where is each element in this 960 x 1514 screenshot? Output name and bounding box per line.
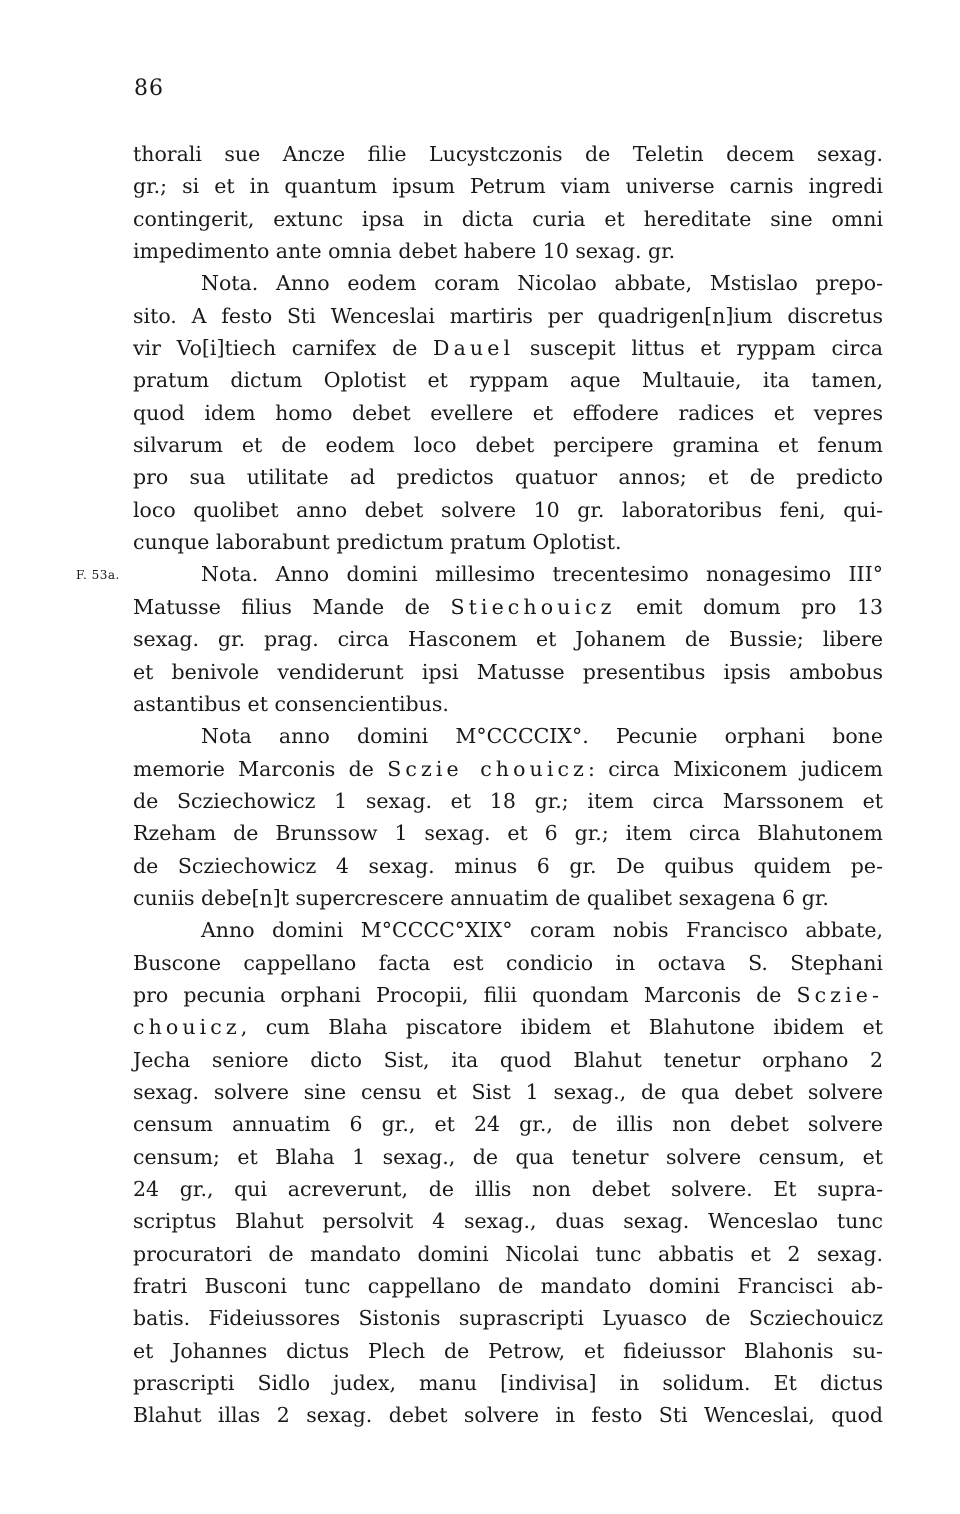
- text-line: Rzeham de Brunssow 1 sexag. et 6 gr.; item circa Blahutonem: [133, 821, 883, 846]
- text-segment: , cum Blaha piscatore ibidem et Blahutone ibidem et: [240, 1015, 883, 1040]
- text-line: quod idem homo debet evellere et effodere radices et vepres: [133, 400, 883, 425]
- text-line: [133, 591, 883, 623]
- text-line: fratri Busconi tunc cappellano de mandato domini Francisci ab-: [133, 1274, 883, 1299]
- spaced-place-name: Dauel: [433, 336, 515, 361]
- text-line: [133, 753, 883, 785]
- text-line: impedimento ante omnia debet habere 10 sexag. gr.: [133, 239, 676, 264]
- text-line: loco quolibet anno debet solvere 10 gr. laboratoribus feni, qui-: [133, 497, 883, 522]
- spaced-place-name: chouicz: [133, 1015, 241, 1040]
- text-segment: pro pecunia orphani Procopii, filii quondam Marconis de: [133, 982, 797, 1007]
- text-line: et benivole vendiderunt ipsi Matusse presentibus ipsis ambobus: [133, 659, 883, 684]
- text-line: gr.; si et in quantum ipsum Petrum viam universe carnis ingredi: [133, 174, 883, 199]
- text-segment: suscepit littus et ryppam circa: [514, 336, 883, 361]
- text-line: pratum dictum Oplotist et ryppam aque Multauie, ita tamen,: [133, 368, 883, 393]
- text-line: silvarum et de eodem loco debet percipere gramina et fenum: [133, 433, 883, 458]
- document-body: [133, 138, 883, 1432]
- text-line: 24 gr., qui acreverunt, de illis non debet solvere. Et supra-: [133, 1177, 883, 1201]
- spaced-place-name: Sczie chouicz: [387, 756, 588, 781]
- text-line: astantibus et consencientibus.: [133, 691, 449, 716]
- text-line: pro sua utilitate ad predictos quatuor annos; et de predicto: [133, 465, 883, 490]
- text-line: [133, 1011, 883, 1043]
- margin-note: F. 53a.: [76, 567, 120, 582]
- text-line: cunque laborabunt predictum pratum Oplotist.: [133, 530, 622, 555]
- text-line: de Scziechowicz 1 sexag. et 18 gr.; item circa Marssonem et: [133, 788, 883, 813]
- spaced-place-name: Stiechouicz: [450, 594, 616, 619]
- text-line: sito. A festo Sti Wenceslai martiris per quadrigen[n]ium discretus: [133, 303, 883, 328]
- text-segment: vir Vo[i]tiech carnifex de: [133, 336, 434, 361]
- text-line: Buscone cappellano facta est condicio in octava S. Stephani: [133, 950, 883, 975]
- text-line: batis. Fideiussores Sistonis suprascripti Lyuasco de Scziechouicz: [133, 1306, 883, 1331]
- text-segment: : circa Mixiconem judicem: [587, 756, 883, 781]
- text-line: [133, 979, 883, 1011]
- text-line: [133, 332, 883, 364]
- spaced-place-name: Sczie-: [796, 982, 883, 1007]
- text-segment: Matusse filius Mande de: [133, 594, 451, 619]
- text-line: thorali sue Ancze filie Lucystczonis de Teletin decem sexag.: [133, 142, 883, 166]
- text-segment: emit domum pro 13: [615, 594, 884, 619]
- text-line: procuratori de mandato domini Nicolai tunc abbatis et 2 sexag.: [133, 1241, 883, 1266]
- text-line: Nota. Anno eodem coram Nicolao abbate, Mstislao prepo-: [201, 271, 883, 296]
- text-line: contingerit, extunc ipsa in dicta curia et hereditate sine omni: [133, 206, 883, 231]
- text-line: censum; et Blaha 1 sexag., de qua tenetur solvere censum, et: [133, 1144, 883, 1169]
- text-line: Nota. Anno domini millesimo trecentesimo nonagesimo III°: [201, 562, 883, 587]
- text-line: sexag. gr. prag. circa Hasconem et Johanem de Bussie; libere: [133, 627, 883, 652]
- text-line: et Johannes dictus Plech de Petrow, et fideiussor Blahonis su-: [133, 1338, 883, 1363]
- text-line: Blahut illas 2 sexag. debet solvere in festo Sti Wenceslai, quod: [133, 1403, 883, 1428]
- text-line: cuniis debe[n]t supercrescere annuatim de qualibet sexagena 6 gr.: [133, 885, 829, 910]
- text-line: Jecha seniore dicto Sist, ita quod Blahut tenetur orphano 2: [133, 1047, 883, 1072]
- text-line: Anno domini M°CCCC°XIX° coram nobis Francisco abbate,: [201, 918, 883, 943]
- text-line: censum annuatim 6 gr., et 24 gr., de illis non debet solvere: [133, 1112, 883, 1137]
- text-segment: memorie Marconis de: [133, 756, 388, 781]
- text-line: sexag. solvere sine censu et Sist 1 sexag., de qua debet solvere: [133, 1079, 883, 1104]
- page-number: 86: [134, 76, 164, 101]
- text-line: Nota anno domini M°CCCCIX°. Pecunie orphani bone: [201, 724, 883, 749]
- text-line: de Scziechowicz 4 sexag. minus 6 gr. De quibus quidem pe-: [133, 853, 883, 878]
- text-line: prascripti Sidlo judex, manu [indivisa] in solidum. Et dictus: [133, 1371, 883, 1396]
- text-line: scriptus Blahut persolvit 4 sexag., duas sexag. Wenceslao tunc: [133, 1209, 883, 1234]
